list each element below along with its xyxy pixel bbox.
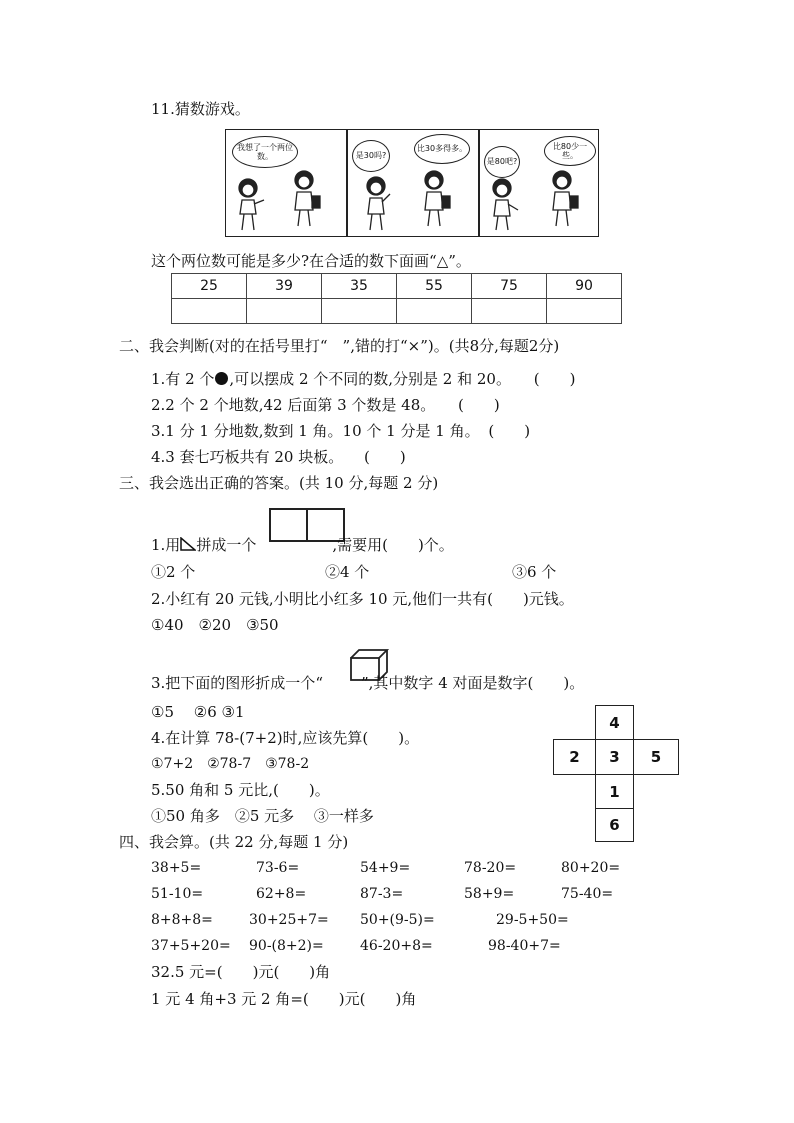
calc-item: 98-40+7=	[488, 938, 561, 954]
q11-question: 这个两位数可能是多少?在合适的数下面画“△”。	[151, 252, 471, 270]
judge-item-1-pre: 1.有 2 个	[151, 370, 215, 388]
speech-bubble: 是30吗?	[352, 140, 390, 172]
calc-item: 73-6=	[256, 860, 300, 876]
speech-bubble: 是80吧?	[484, 146, 520, 178]
judge-item-2-text: 2.2 个 2 个地数,42 后面第 3 个数是 48。	[151, 396, 436, 414]
comic-strip	[225, 129, 599, 237]
judge-item-2	[151, 398, 500, 413]
calc-item: 8+8+8=	[151, 912, 213, 928]
number-cell: 90	[547, 274, 622, 299]
section4-heading: 四、我会算。(共 22 分,每题 1 分)	[119, 833, 349, 851]
number-cell: 55	[397, 274, 472, 299]
answer-paren[interactable]: ( )	[488, 422, 531, 440]
answer-cell[interactable]	[247, 299, 322, 324]
choice-q4-options[interactable]: ①7+2 ②78-7 ③78-2	[151, 756, 310, 772]
number-cell: 39	[247, 274, 322, 299]
choice-option[interactable]: ③6 个	[512, 563, 557, 581]
choice-option[interactable]: ②4 个	[325, 563, 370, 581]
judge-item-4-text: 4.3 套七巧板共有 20 块板。	[151, 448, 344, 466]
triangle-piece-icon	[180, 537, 196, 551]
guess-table	[171, 273, 622, 324]
boy-figure	[295, 171, 320, 226]
number-cell: 25	[172, 274, 247, 299]
q11-title: 11.猜数游戏。	[151, 100, 250, 118]
choice-q3-post: ”,其中数字 4 对面是数字( )。	[360, 674, 585, 692]
boy-figure	[553, 171, 578, 226]
table-row	[172, 299, 622, 324]
calc-item: 46-20+8=	[360, 938, 433, 954]
speech-bubble: 我想了一个两位数。	[232, 136, 298, 168]
judge-item-1	[151, 372, 575, 387]
net-face-right: 5	[633, 739, 679, 775]
table-row	[172, 274, 622, 299]
choice-q3-pre: 3.把下面的图形折成一个“	[151, 674, 323, 692]
boy-figure	[425, 171, 450, 226]
calc-item: 54+9=	[360, 860, 411, 876]
judge-item-1-post: ,可以摆成 2 个不同的数,分别是 2 和 20。	[229, 370, 511, 388]
choice-q1-post: ,需要用( )个。	[332, 536, 454, 554]
money-conversion-1: 32.5 元=( )元( )角	[151, 963, 331, 981]
answer-cell[interactable]	[547, 299, 622, 324]
answer-paren[interactable]: ( )	[364, 448, 406, 466]
speech-bubble: 比80少一些。	[544, 136, 596, 166]
calc-item: 58+9=	[464, 886, 515, 902]
calc-item: 50+(9-5)=	[360, 912, 435, 928]
net-face-center: 3	[595, 739, 634, 775]
calc-item: 78-20=	[464, 860, 517, 876]
choice-q4: 4.在计算 78-(7+2)时,应该先算( )。	[151, 729, 420, 747]
choice-q5-options[interactable]: ①50 角多 ②5 元多 ③一样多	[151, 807, 374, 825]
calc-item: 62+8=	[256, 886, 307, 902]
answer-cell[interactable]	[172, 299, 247, 324]
calc-item: 75-40=	[561, 886, 614, 902]
net-face-left: 2	[553, 739, 596, 775]
answer-cell[interactable]	[322, 299, 397, 324]
choice-q3-options[interactable]: ①5 ②6 ③1	[151, 703, 245, 721]
calc-item: 30+25+7=	[249, 912, 329, 928]
judge-item-4	[151, 450, 406, 465]
number-cell: 35	[322, 274, 397, 299]
black-dot-icon	[215, 372, 228, 385]
comic-figures	[226, 130, 598, 236]
choice-q1	[151, 537, 454, 553]
girl-figure	[367, 177, 390, 230]
calc-item: 51-10=	[151, 886, 204, 902]
answer-cell[interactable]	[472, 299, 547, 324]
net-face-below: 1	[595, 774, 634, 809]
choice-q1-pre: 1.用	[151, 536, 181, 554]
net-face-top: 4	[595, 705, 634, 740]
calc-item: 87-3=	[360, 886, 404, 902]
calc-item: 29-5+50=	[496, 912, 569, 928]
judge-item-3	[151, 424, 530, 439]
calc-item: 37+5+20=	[151, 938, 231, 954]
choice-option[interactable]: ①2 个	[151, 563, 196, 581]
answer-paren[interactable]: ( )	[533, 370, 576, 388]
girl-figure	[239, 179, 264, 230]
choice-q2-options[interactable]: ①40 ②20 ③50	[151, 616, 279, 634]
calc-item: 90-(8+2)=	[249, 938, 324, 954]
choice-q2: 2.小红有 20 元钱,小明比小红多 10 元,他们一共有( )元钱。	[151, 590, 574, 608]
net-face-bottom: 6	[595, 808, 634, 842]
choice-q5: 5.50 角和 5 元比,( )。	[151, 781, 330, 799]
number-cell: 75	[472, 274, 547, 299]
choice-q1-mid: 拼成一个	[196, 536, 257, 554]
section2-heading: 二、我会判断(对的在括号里打“ ”,错的打“×”)。(共8分,每题2分)	[119, 337, 560, 355]
calc-item: 80+20=	[561, 860, 621, 876]
choice-q3	[151, 676, 584, 691]
section3-heading: 三、我会选出正确的答案。(共 10 分,每题 2 分)	[119, 474, 439, 492]
money-conversion-2: 1 元 4 角+3 元 2 角=( )元( )角	[151, 990, 417, 1008]
answer-paren[interactable]: ( )	[458, 396, 500, 414]
answer-cell[interactable]	[397, 299, 472, 324]
judge-item-3-text: 3.1 分 1 分地数,数到 1 角。10 个 1 分是 1 角。	[151, 422, 480, 440]
calc-item: 38+5=	[151, 860, 202, 876]
girl-figure	[493, 179, 518, 230]
speech-bubble: 比30多得多。	[414, 134, 470, 164]
